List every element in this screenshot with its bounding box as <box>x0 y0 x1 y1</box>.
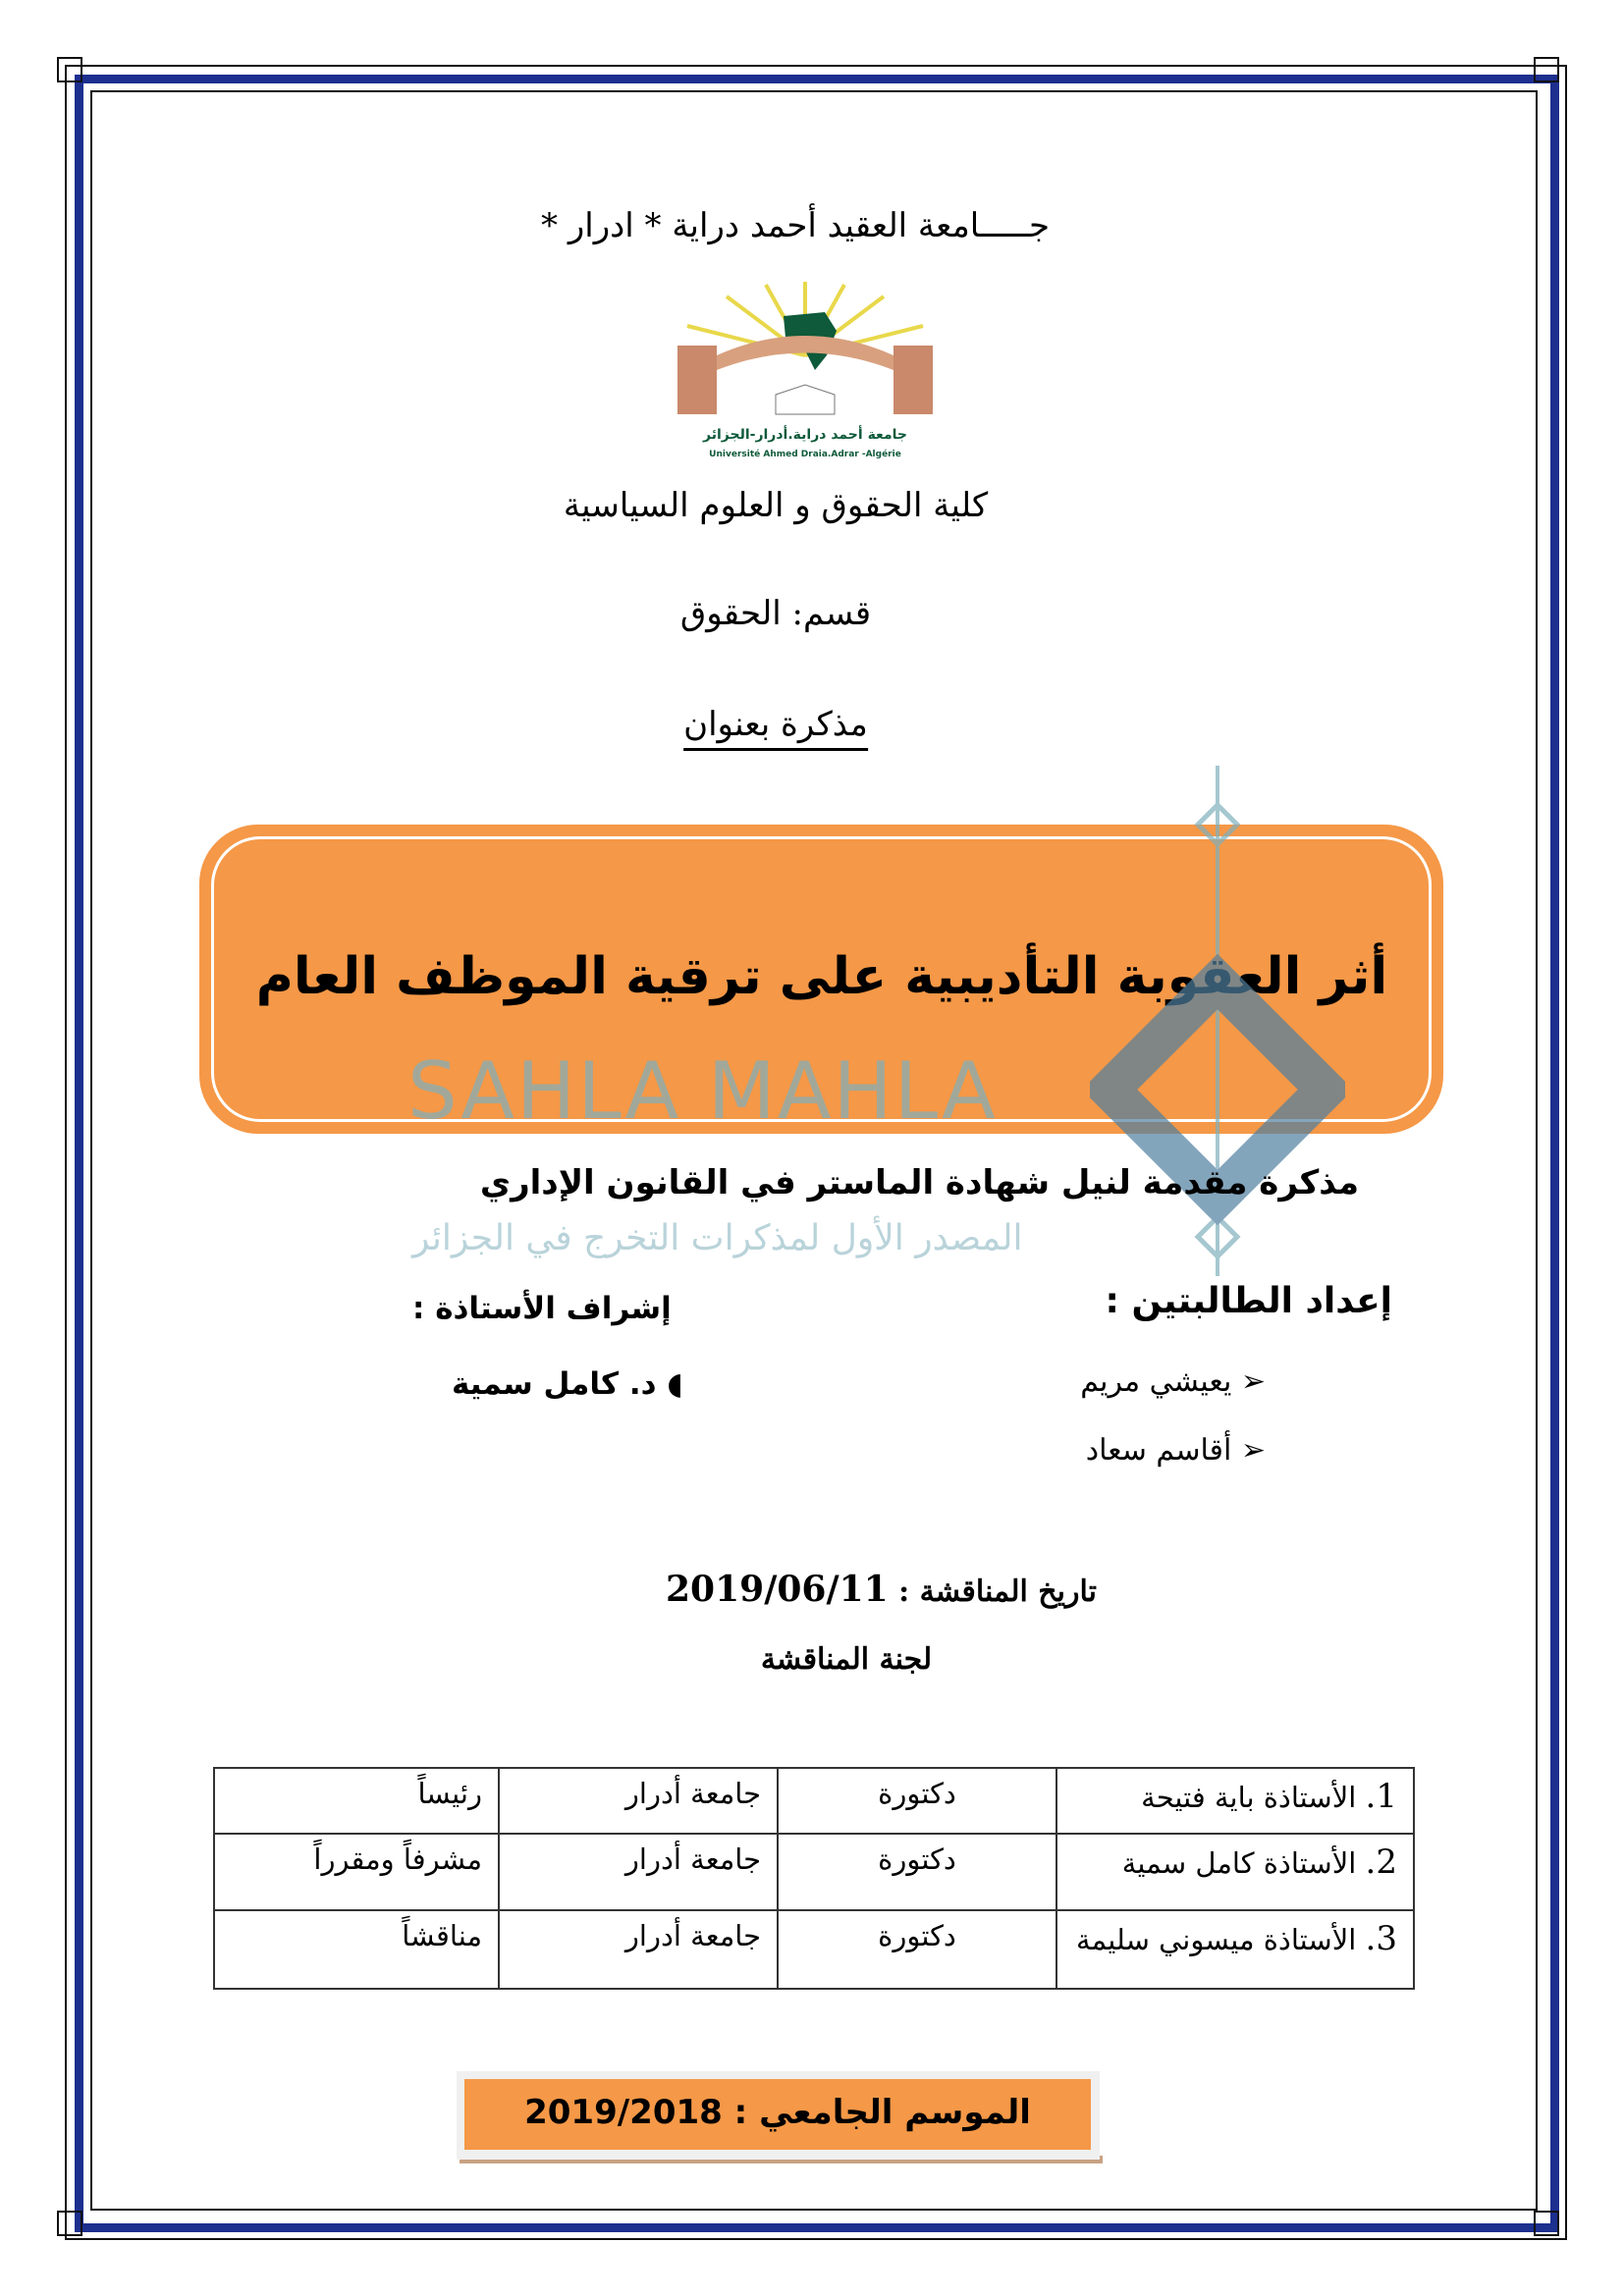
corner-ornament <box>1534 57 1559 82</box>
table-row <box>214 1768 1414 1834</box>
student-name: ➢ يعيشي مريم <box>1080 1364 1266 1399</box>
member-university: جامعة أدرار <box>499 1834 778 1910</box>
student-name: ➢ أقاسم سعاد <box>1085 1433 1266 1468</box>
defense-date-line <box>666 1569 1097 1610</box>
table-row <box>214 1834 1414 1910</box>
committee-heading: لجنة المناقشة <box>760 1642 933 1677</box>
corner-ornament <box>57 57 82 82</box>
member-name: 3. الأستاذة ميسوني سليمة <box>1056 1910 1414 1989</box>
thesis-title: أثر العقوبة التأديبية على ترقية الموظف العام <box>255 947 1388 1006</box>
college-name: كلية الحقوق و العلوم السياسية <box>563 486 989 525</box>
students-heading: إعداد الطالبتين : <box>1105 1281 1392 1321</box>
member-university: جامعة أدرار <box>499 1768 778 1834</box>
logo-arabic-text: جامعة أحمد دراية.أدرار-الجزائر <box>703 427 907 443</box>
watermark-brand: SAHLA MAHLA <box>407 1045 998 1137</box>
member-name: 1. الأستاذة باية فتيحة <box>1056 1768 1414 1834</box>
committee-table <box>213 1767 1415 1990</box>
member-role: مناقشاً <box>214 1910 499 1989</box>
member-rank: دكتورة <box>778 1910 1056 1989</box>
table-row <box>214 1910 1414 1989</box>
corner-ornament <box>57 2211 82 2236</box>
supervisor-heading: إشراف الأستاذة : <box>412 1291 672 1326</box>
member-role: رئيساً <box>214 1768 499 1834</box>
corner-ornament <box>1534 2211 1559 2236</box>
thesis-subtitle: مذكرة مقدمة لنيل شهادة الماستر في القانون الإداري <box>479 1163 1359 1202</box>
member-rank: دكتورة <box>778 1768 1056 1834</box>
arrow-bullet-icon: ➢ <box>1231 1364 1266 1399</box>
defense-date-label: تاريخ المناقشة : <box>898 1575 1097 1609</box>
logo-french-text: Université Ahmed Draia.Adrar -Algérie <box>709 450 901 459</box>
defense-date: 2019/06/11 <box>666 1569 889 1610</box>
member-university: جامعة أدرار <box>499 1910 778 1989</box>
member-rank: دكتورة <box>778 1834 1056 1910</box>
department-name: قسم: الحقوق <box>679 594 872 633</box>
memo-label: مذكرة بعنوان <box>683 705 868 751</box>
member-role: مشرفاً ومقرراً <box>214 1834 499 1910</box>
arrow-bullet-icon: ➢ <box>1231 1433 1266 1468</box>
university-logo <box>668 277 943 463</box>
supervisor-name: ◖ د. كامل سمية <box>452 1366 683 1402</box>
watermark-tagline: المصدر الأول لمذكرات التخرج في الجزائر <box>412 1218 1023 1258</box>
academic-season: الموسم الجامعي : 2019/2018 <box>524 2093 1031 2132</box>
bullet-icon: ◖ <box>656 1366 683 1402</box>
member-name: 2. الأستاذة كامل سمية <box>1056 1834 1414 1910</box>
university-name: جـــــامعة العقيد أحمد دراية * ادرار * <box>541 206 1050 245</box>
